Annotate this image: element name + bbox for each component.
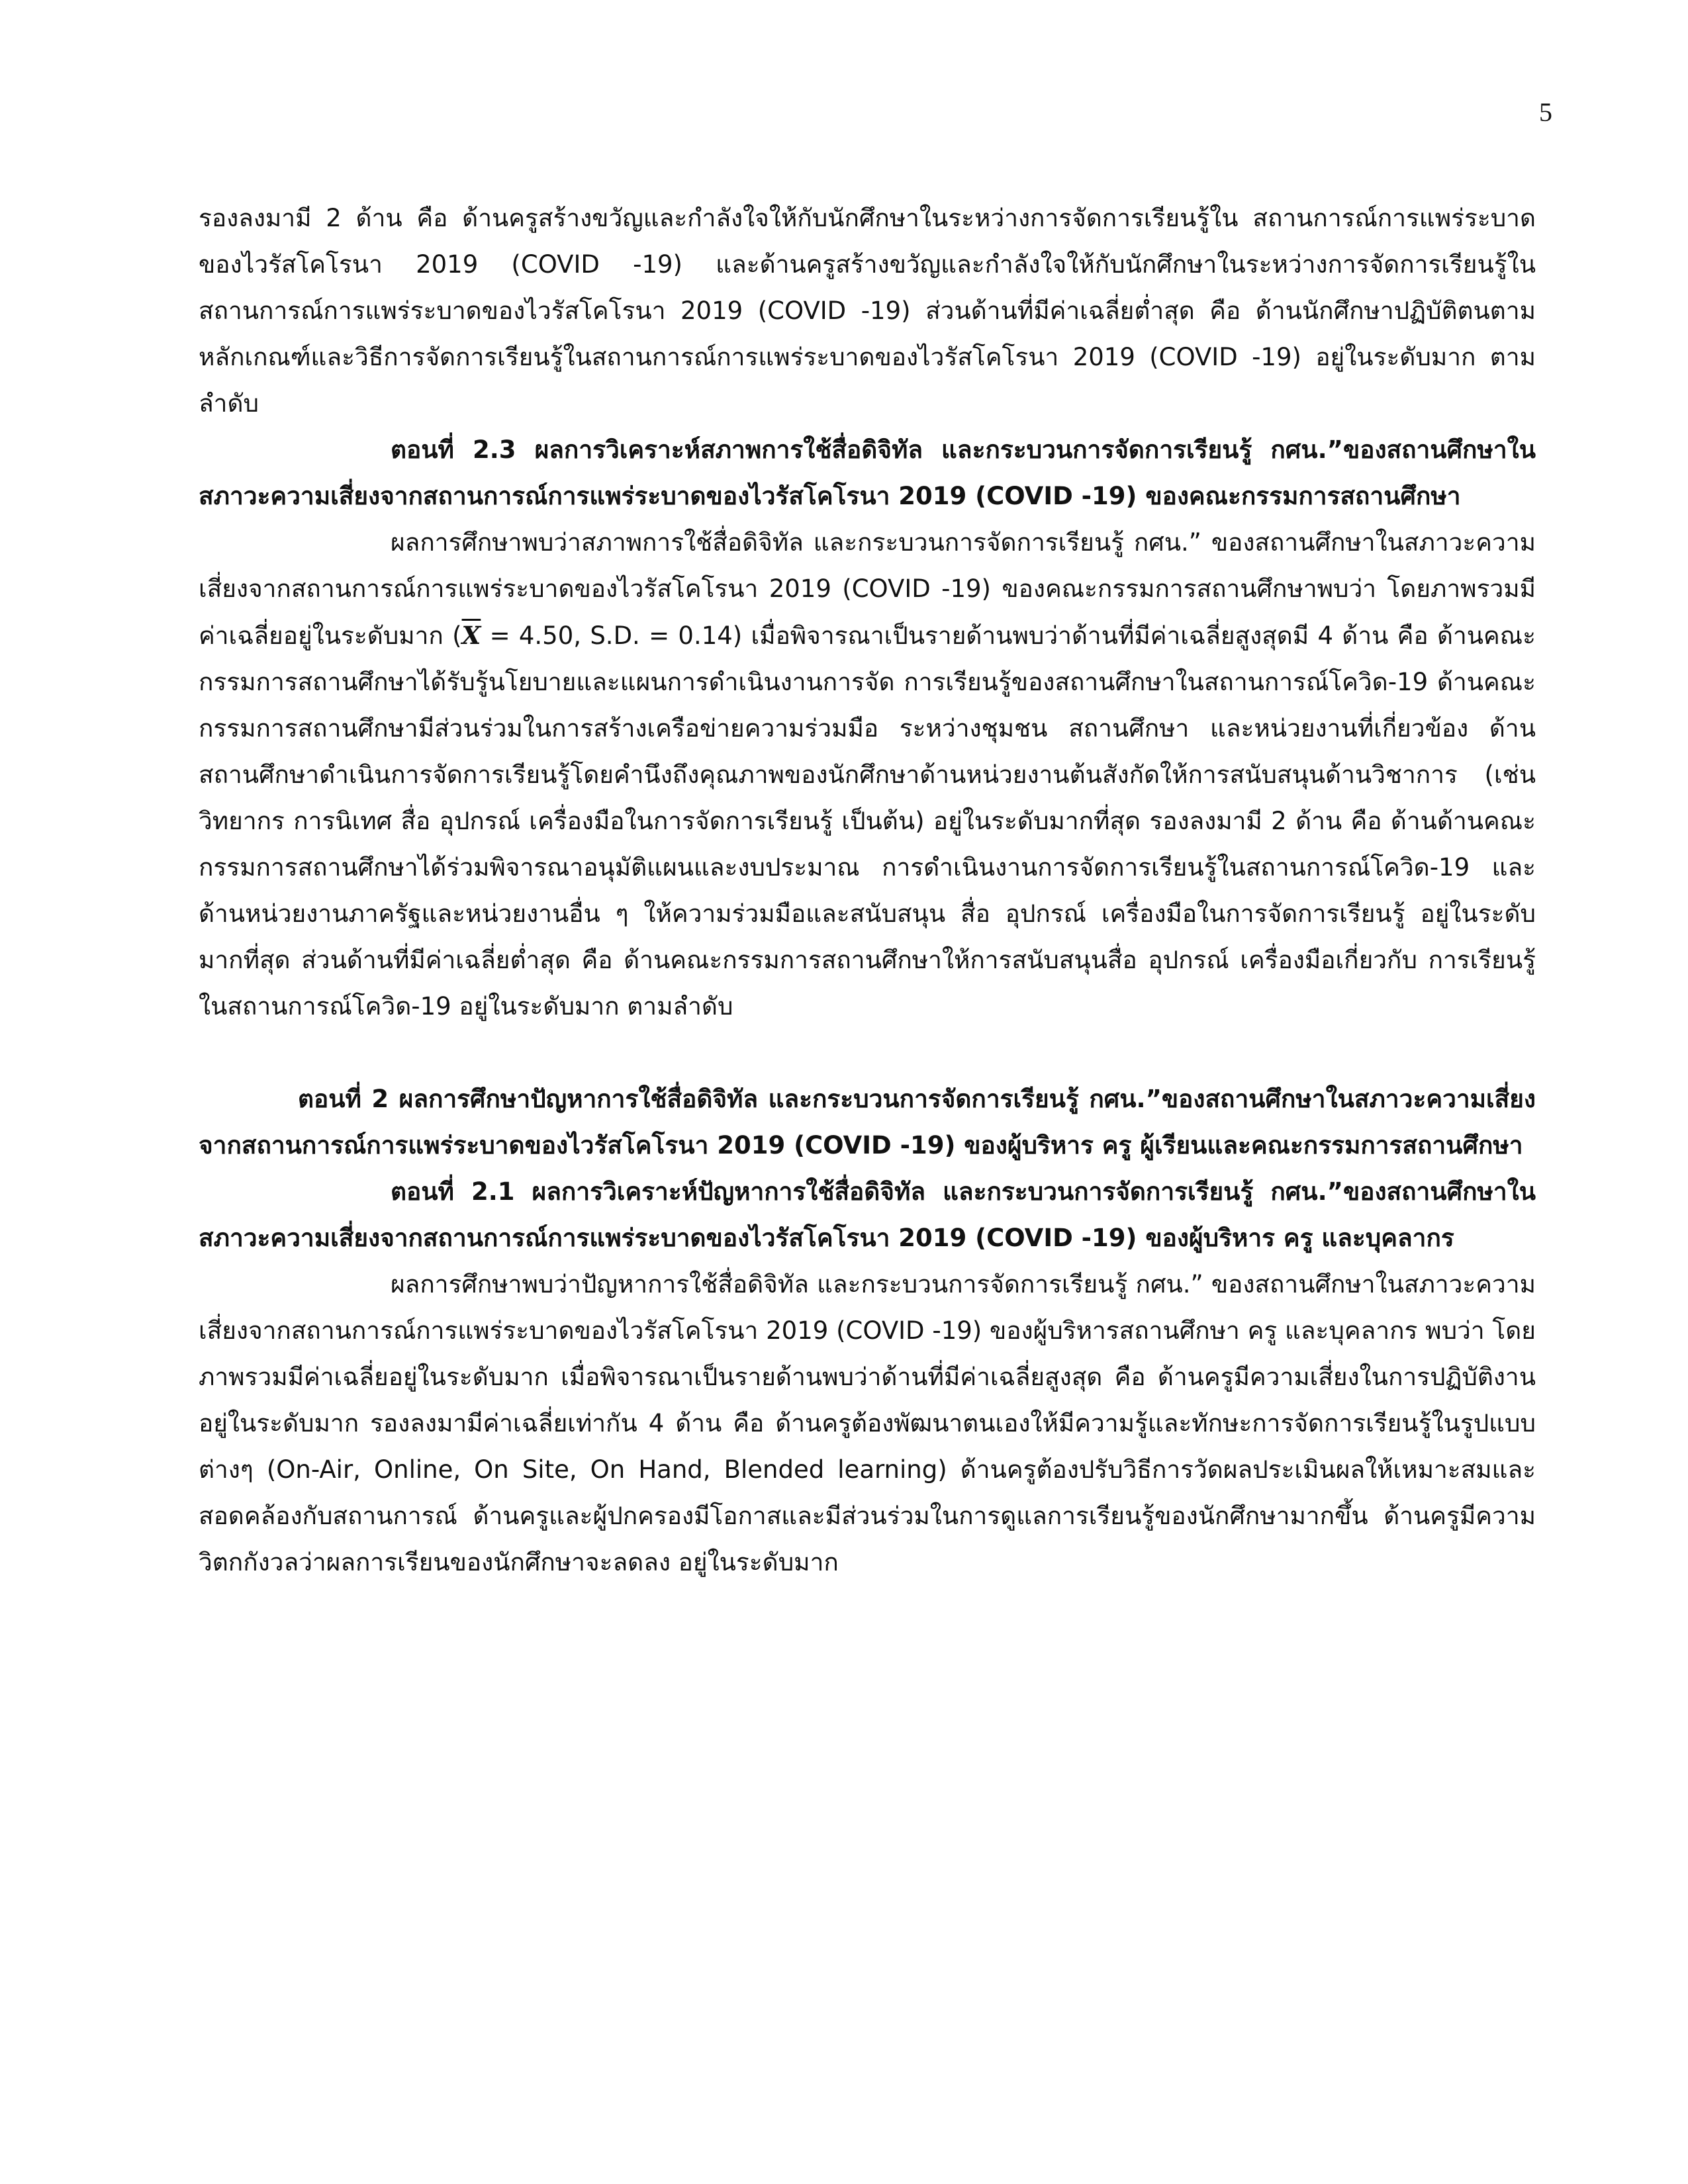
paragraph-findings-staff: ผลการศึกษาพบว่าปัญหาการใช้สื่อดิจิทัล และกระบวนการจัดการเรียนรู้ กศน.” ของสถานศึกษาในสภาวะความเสี่ยงจากสถานการณ์การแพร่ระบาดของไวรัสโคโรนา 2019 (COVID -19) ของผู้บริหารสถานศึกษา ครู และบุคลากร พบว่า โดยภาพรวมมีค่าเฉลี่ยอยู่ในระดับมาก เมื่อพิจารณาเป็นรายด้านพบว่าด้านที่มีค่าเฉลี่ยสูงสุด คือ ด้านครูมีความเสี่ยงในการปฏิบัติงาน อยู่ในระดับมาก รองลงมามีค่าเฉลี่ยเท่ากัน 4 ด้าน คือ ด้านครูต้องพัฒนาตนเองให้มีความรู้และทักษะการจัดการเรียนรู้ในรูปแบบต่างๆ (On-Air, Online, On Site, On Hand, Blended learning) ด้านครูต้องปรับวิธีการวัดผลประเมินผลให้เหมาะสมและสอดคล้องกับสถานการณ์ ด้านครูและผู้ปกครองมีโอกาสและมีส่วนร่วมในการดูแลการเรียนรู้ของนักศึกษามากขึ้น ด้านครูมีความวิตกกังวลว่าผลการเรียนของนักศึกษาจะลดลง อยู่ในระดับมาก [199,1270,1536,1576]
mean-symbol: $\overline{X}$ [461,621,481,650]
paragraph-findings-committee [199,520,1536,1030]
section-heading-2-1: ตอนที่ 2.1 ผลการวิเคราะห์ปัญหาการใช้สื่อดิจิทัล และกระบวนการจัดการเรียนรู้ กศน.”ของสถานศึกษาในสภาวะความเสี่ยงจากสถานการณ์การแพร่ระบาดของไวรัสโคโรนา 2019 (COVID -19) ของผู้บริหาร ครู และบุคลากร [199,1177,1536,1252]
document-body [199,195,1536,1586]
section-spacer [199,1030,1536,1076]
page-number: 5 [1539,97,1552,127]
paragraph-text-start: ผลการศึกษาพบว่าสภาพการใช้สื่อดิจิทัล และกระบวนการจัดการเรียนรู้ กศน.” ของสถานศึกษาในสภาวะความเสี่ยงจากสถานการณ์การแพร่ระบาดของไวรัสโคโรนา 2019 (COVID -19) ของคณะกรรมการสถานศึกษาพบว่า โดยภาพรวมมีค่าเฉลี่ยอยู่ในระดับมาก ( [199,528,1536,650]
paragraph-text-end: = 4.50, S.D. = 0.14) เมื่อพิจารณาเป็นรายด้านพบว่าด้านที่มีค่าเฉลี่ยสูงสุดมี 4 ด้าน คือ ด้านคณะกรรมการสถานศึกษาได้รับรู้นโยบายและแผนการดำเนินงานการจัด การเรียนรู้ของสถานศึกษาในสถานการณ์โควิด-19 ด้านคณะกรรมการสถานศึกษามีส่วนร่วมในการสร้างเครือข่ายความร่วมมือ ระหว่างชุมชน สถานศึกษา และหน่วยงานที่เกี่ยวข้อง ด้านสถานศึกษาดำเนินการจัดการเรียนรู้โดยคำนึงถึงคุณภาพของนักศึกษาด้านหน่วยงานต้นสังกัดให้การสนับสนุนด้านวิชาการ (เช่น วิทยากร การนิเทศ สื่อ อุปกรณ์ เครื่องมือในการจัดการเรียนรู้ เป็นต้น) อยู่ในระดับมากที่สุด รองลงมามี 2 ด้าน คือ ด้านด้านคณะกรรมการสถานศึกษาได้ร่วมพิจารณาอนุมัติแผนและงบประมาณ การดำเนินงานการจัดการเรียนรู้ในสถานการณ์โควิด-19 และด้านหน่วยงานภาครัฐและหน่วยงานอื่น ๆ ให้ความร่วมมือและสนับสนุน สื่อ อุปกรณ์ เครื่องมือในการจัดการเรียนรู้ อยู่ในระดับมากที่สุด ส่วนด้านที่มีค่าเฉลี่ยต่ำสุด คือ ด้านคณะกรรมการสถานศึกษาให้การสนับสนุนสื่อ อุปกรณ์ เครื่องมือเกี่ยวกับ การเรียนรู้ในสถานการณ์โควิด-19 อยู่ในระดับมาก ตามลำดับ [199,621,1536,1021]
section-heading-2: ตอนที่ 2 ผลการศึกษาปัญหาการใช้สื่อดิจิทัล และกระบวนการจัดการเรียนรู้ กศน.”ของสถานศึกษาในสภาวะความเสี่ยงจากสถานการณ์การแพร่ระบาดของไวรัสโคโรนา 2019 (COVID -19) ของผู้บริหาร ครู ผู้เรียนและคณะกรรมการสถานศึกษา [199,1085,1536,1160]
paragraph-summary-continued: รองลงมามี 2 ด้าน คือ ด้านครูสร้างขวัญและกำลังใจให้กับนักศึกษาในระหว่างการจัดการเรียนรู้ใน สถานการณ์การแพร่ระบาดของไวรัสโคโรนา 2019 (COVID -19) และด้านครูสร้างขวัญและกำลังใจให้กับนักศึกษาในระหว่างการจัดการเรียนรู้ใน สถานการณ์การแพร่ระบาดของไวรัสโคโรนา 2019 (COVID -19) ส่วนด้านที่มีค่าเฉลี่ยต่ำสุด คือ ด้านนักศึกษาปฏิบัติตนตามหลักเกณฑ์และวิธีการจัดการเรียนรู้ในสถานการณ์การแพร่ระบาดของไวรัสโคโรนา 2019 (COVID -19) อยู่ในระดับมาก ตามลำดับ [199,204,1536,418]
section-heading-2-3: ตอนที่ 2.3 ผลการวิเคราะห์สภาพการใช้สื่อดิจิทัล และกระบวนการจัดการเรียนรู้ กศน.”ของสถานศึกษาในสภาวะความเสี่ยงจากสถานการณ์การแพร่ระบาดของไวรัสโคโรนา 2019 (COVID -19) ของคณะกรรมการสถานศึกษา [199,435,1536,510]
